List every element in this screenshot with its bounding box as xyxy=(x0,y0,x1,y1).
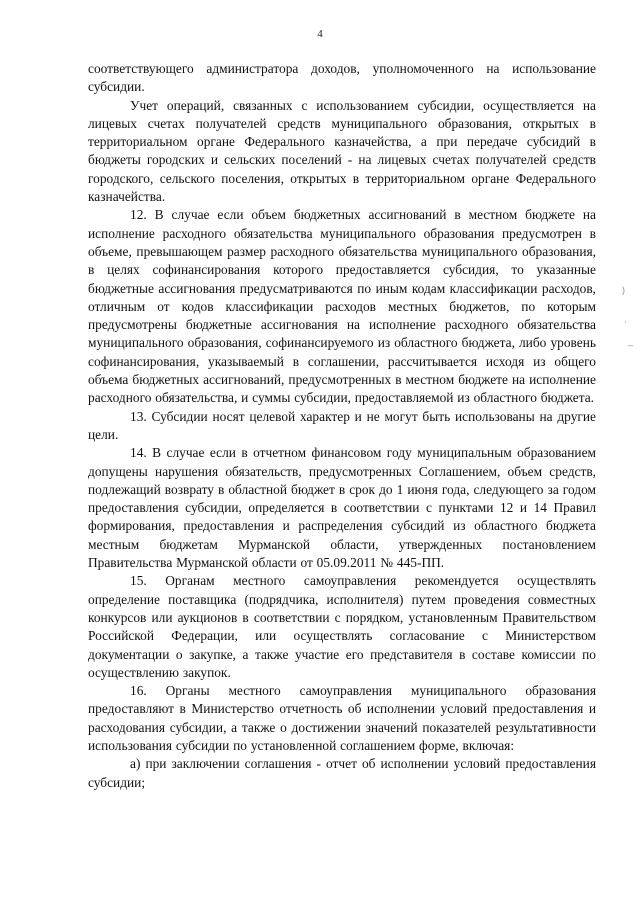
scan-mark: ˊ xyxy=(624,320,627,330)
page-number: 4 xyxy=(317,28,323,40)
paragraph-accounting-operations: Учет операций, связанных с использованием субсидии, осуществляется на лицевых счетах получателей средств муниципального образования, открытых в территориальном органе Федерального казначейства, а при передаче субсидий в бюджеты городских и сельских поселений - на лицевых счетах получателей средств городского, сельского поселения, открытых в территориальном органе Федерального казначейства. xyxy=(88,97,596,205)
document-body xyxy=(88,60,596,792)
paragraph-item-12: 12. В случае если объем бюджетных ассигнований в местном бюджете на исполнение расходного обязательства муниципального образования предусмотрен в объеме, превышающем размер расходного обязательства муниципального образования, в целях софинансирования которого предоставляется субсидия, то указанные бюджетные ассигнования предусматриваются по иным кодам классификации расходов, отличным от кодов классификации расходов местных бюджетов, по которым предусмотрены бюджетные ассигнования на исполнение расходного обязательства муниципального образования, софинансируемого из областного бюджета, либо уровень софинансирования, указываемый в соглашении, рассчитывается исходя из общего объема бюджетных ассигнований, предусмотренных в местном бюджете на исполнение расходного обязательства, и суммы субсидии, предоставляемой из областного бюджета. xyxy=(88,207,596,406)
paragraph-item-15: 15. Органам местного самоуправления рекомендуется осуществлять определение поставщика (подрядчика, исполнителя) путем проведения совместных конкурсов или аукционов в соответствии с порядком, установленным Правительством Российской Федерации, или осуществлять согласование с Министерством документации о закупке, а также участие его представителя в составе комиссии по осуществлению закупок. xyxy=(88,573,596,680)
paragraph-subsidy-usage: соответствующего администратора доходов, уполномоченного на использование субсидии. xyxy=(88,61,596,95)
paragraph-item-14: 14. В случае если в отчетном финансовом году муниципальным образованием допущены нарушения обязательств, предусмотренных Соглашением, объем средств, подлежащий возврату в областной бюджет в срок до 1 июня года, следующего за годом предоставления субсидии, определяется в соответствии с пунктами 12 и 14 Правил формирования, предоставления и распределения субсидий из областного бюджета местным бюджетам Мурманской области, утвержденных постановлением Правительства Мурманской области от 05.09.2011 № 445-ПП. xyxy=(88,445,596,571)
paragraph-item-13: 13. Субсидии носят целевой характер и не могут быть использованы на другие цели. xyxy=(88,408,596,442)
scan-mark: ) xyxy=(622,285,625,295)
paragraph-item-16: 16. Органы местного самоуправления муниципального образования предоставляют в Министерство отчетность об исполнении условий предоставления и расходования субсидии, а также о достижении значений показателей результативности использования субсидии по установленной соглашением форме, включая: xyxy=(88,683,596,753)
scan-mark: – xyxy=(628,340,634,350)
paragraph-item-16a: а) при заключении соглашения - отчет об исполнении условий предоставления субсидии; xyxy=(88,756,596,790)
